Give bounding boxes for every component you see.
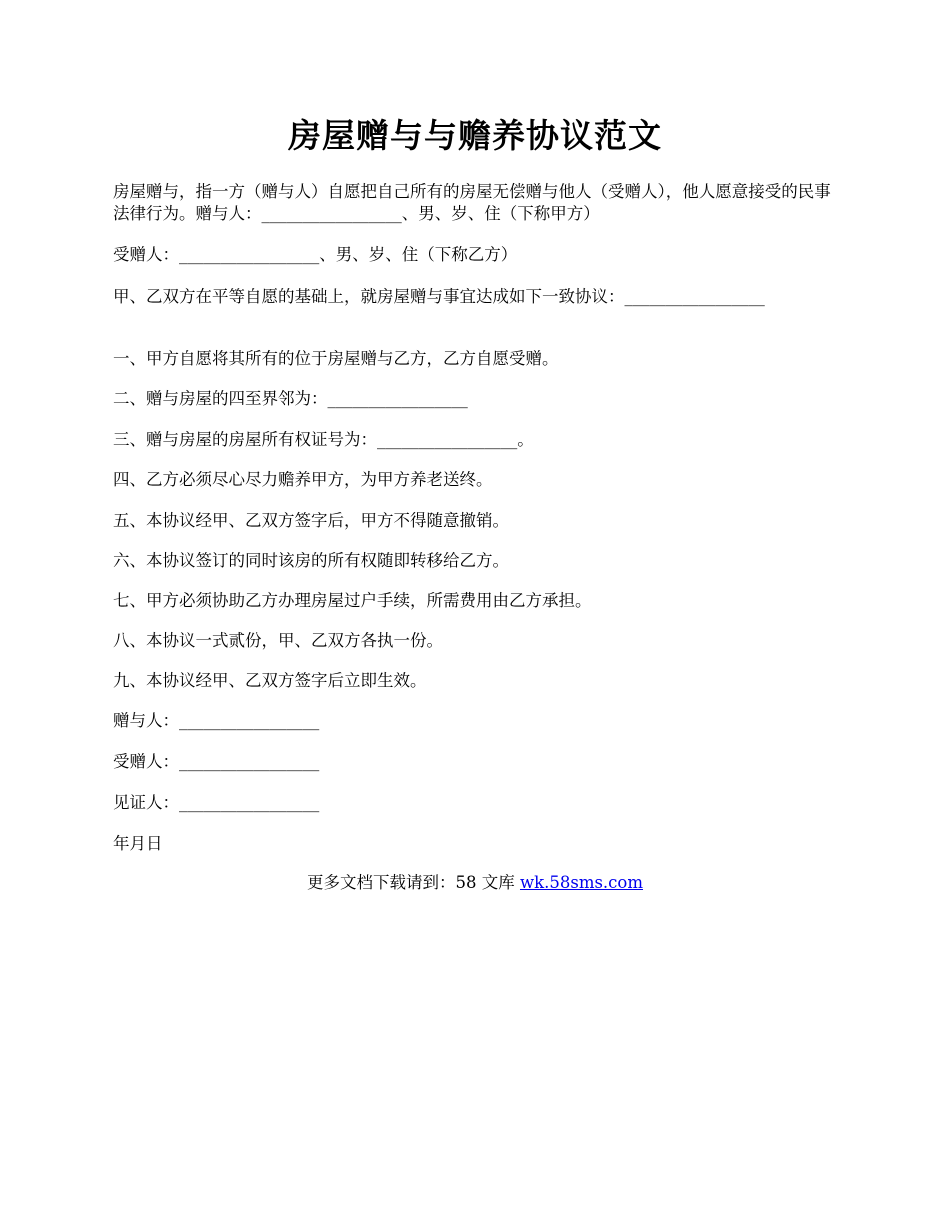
footer-text: 更多文档下载请到：58 文库 xyxy=(306,873,520,892)
donor-signature-line: 赠与人：_________________ xyxy=(113,711,320,730)
clause-3: 三、赠与房屋的房屋所有权证号为：_________________。 xyxy=(113,430,534,449)
clause-9: 九、本协议经甲、乙双方签字后立即生效。 xyxy=(113,671,427,690)
recipient-line: 受赠人：_________________、男、岁、住（下称乙方） xyxy=(113,245,518,264)
clause-1: 一、甲方自愿将其所有的位于房屋赠与乙方，乙方自愿受赠。 xyxy=(113,349,559,368)
footer-link[interactable]: wk.58sms.com xyxy=(519,873,643,892)
date-line: 年月日 xyxy=(113,834,163,853)
recipient-signature-line: 受赠人：_________________ xyxy=(113,752,320,771)
witness-signature-line: 见证人：_________________ xyxy=(113,793,320,812)
clause-4: 四、乙方必须尽心尽力赡养甲方，为甲方养老送终。 xyxy=(113,470,493,489)
footer xyxy=(0,872,950,894)
clause-6: 六、本协议签订的同时该房的所有权随即转移给乙方。 xyxy=(113,551,509,570)
document-title: 房屋赠与与赡养协议范文 xyxy=(288,116,662,155)
clause-2: 二、赠与房屋的四至界邻为：_________________ xyxy=(113,389,468,408)
clause-5: 五、本协议经甲、乙双方签字后，甲方不得随意撤销。 xyxy=(113,511,509,530)
intro-paragraph: 房屋赠与，指一方（赠与人）自愿把自己所有的房屋无偿赠与他人（受赠人），他人愿意接受的民事法律行为。赠与人：_________________、男、岁、住（下称甲方） xyxy=(113,182,831,223)
agreement-intro-paragraph: 甲、乙双方在平等自愿的基础上，就房屋赠与事宜达成如下一致协议：_________________ xyxy=(113,287,765,306)
clause-8: 八、本协议一式贰份，甲、乙双方各执一份。 xyxy=(113,631,443,650)
clause-7: 七、甲方必须协助乙方办理房屋过户手续，所需费用由乙方承担。 xyxy=(113,591,592,610)
